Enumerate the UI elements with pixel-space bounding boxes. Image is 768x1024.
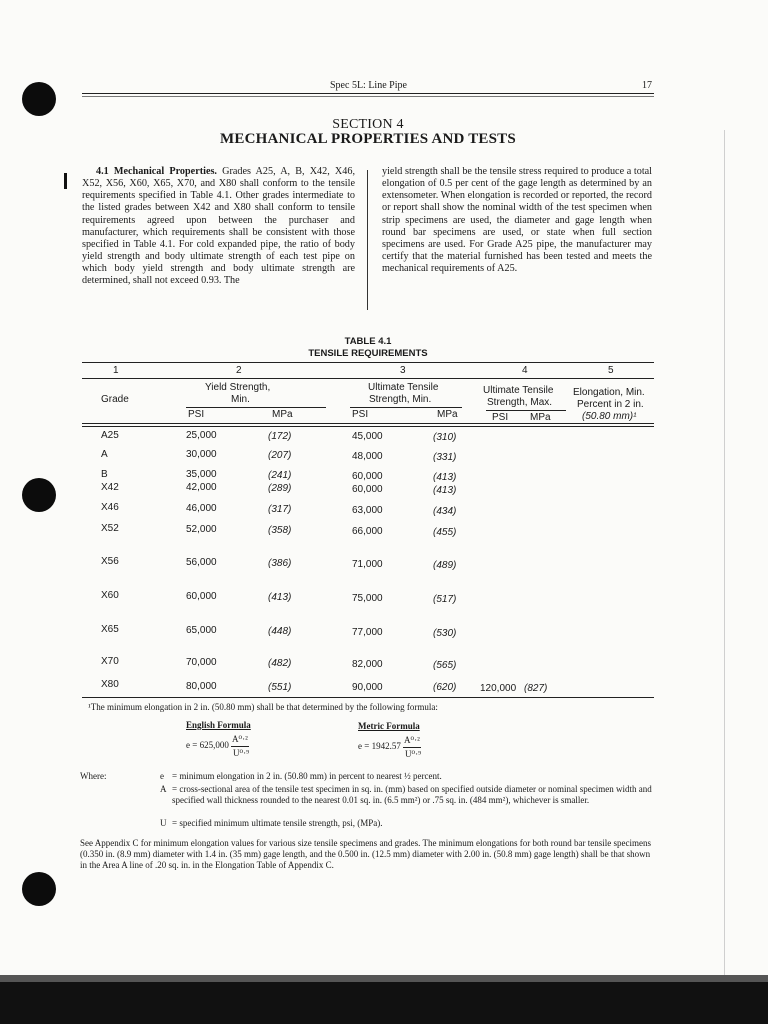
cell-grade: X46 — [101, 502, 119, 513]
header-yield-line2: Min. — [231, 394, 250, 405]
header-yield-line1: Yield Strength, — [205, 382, 271, 393]
english-formula-denominator: U⁰·⁹ — [233, 748, 250, 758]
header-grade: Grade — [101, 394, 129, 405]
cell-uts-mpa: (331) — [433, 452, 457, 463]
cell-uts-max-psi: 120,000 — [480, 683, 517, 694]
yield-subheader-rule — [186, 407, 326, 408]
cell-grade: X70 — [101, 656, 119, 667]
cell-uts-psi: 60,000 — [352, 484, 383, 495]
section-title: MECHANICAL PROPERTIES AND TESTS — [220, 131, 516, 147]
cell-yield-psi: 25,000 — [186, 430, 217, 441]
cell-uts-psi: 75,000 — [352, 593, 383, 604]
metric-formula-label: Metric Formula — [358, 721, 420, 731]
paragraph-text-left: Grades A25, A, B, X42, X46, X52, X56, X60, X65, X70, and X80 shall conform to the tensile requirements specified in Table 4.1. Other grades intermediate to the listed grades between X42 and X80 shall conform to tensile requirements agreed upon between the purchaser and manufacturer, which requirements shall be consistent with those specified in Table 4.1. For cold expanded pipe, the ratio of body yield strength and body ultimate strength of each test pipe on which body yield strength and body ultimate strength are determined, shall not exceed 0.93. The — [82, 166, 356, 287]
column-number-4: 4 — [522, 365, 528, 376]
cell-uts-mpa: (565) — [433, 660, 457, 671]
cell-yield-psi: 70,000 — [186, 657, 217, 668]
cell-yield-psi: 60,000 — [186, 591, 217, 602]
section-heading — [82, 117, 654, 147]
definition-symbol-u: U — [160, 818, 167, 828]
header-uts-line2: Strength, Min. — [369, 394, 432, 405]
cell-yield-psi: 56,000 — [186, 557, 217, 568]
definition-symbol-e: e — [160, 771, 164, 781]
header-rule — [82, 93, 654, 94]
cell-uts-psi: 45,000 — [352, 431, 383, 442]
cell-uts-psi: 90,000 — [352, 682, 383, 693]
cell-grade: X80 — [101, 679, 119, 690]
header-rule-thin — [82, 96, 654, 97]
table-caption-number: TABLE 4.1 — [344, 336, 392, 347]
cell-grade: A25 — [101, 430, 119, 441]
cell-yield-psi: 52,000 — [186, 524, 217, 535]
cell-uts-psi: 77,000 — [352, 627, 383, 638]
metric-formula-lhs: e = 1942.57 — [358, 741, 401, 751]
uts-max-subheader-rule — [486, 410, 566, 411]
header-uts-max-line2: Strength, Max. — [487, 397, 553, 408]
cell-yield-mpa: (482) — [268, 658, 292, 669]
header-yield-psi: PSI — [188, 409, 205, 420]
header-bottom-rule — [82, 423, 654, 424]
cell-yield-mpa: (317) — [268, 504, 292, 515]
header-uts-mpa: MPa — [437, 409, 458, 420]
cell-uts-psi: 48,000 — [352, 451, 383, 462]
metric-formula-denominator: U⁰·⁹ — [405, 749, 422, 759]
header-title: Spec 5L: Line Pipe — [330, 80, 407, 91]
metric-formula-numerator: A⁰·² — [404, 735, 420, 745]
paragraph-heading: 4.1 Mechanical Properties. — [96, 166, 217, 177]
cell-uts-max-mpa: (827) — [524, 683, 548, 694]
body-column-left — [82, 166, 355, 288]
cell-uts-mpa: (455) — [433, 527, 457, 538]
english-formula-label: English Formula — [186, 720, 251, 730]
punch-hole-bottom — [22, 872, 56, 906]
english-formula-fraction-bar — [231, 746, 249, 747]
cell-yield-mpa: (241) — [268, 470, 292, 481]
table-caption-title: TENSILE REQUIREMENTS — [308, 348, 428, 359]
english-formula-lhs: e = 625,000 — [186, 740, 229, 750]
cell-uts-mpa: (434) — [433, 506, 457, 517]
cell-uts-mpa: (489) — [433, 560, 457, 571]
column-number-1: 1 — [113, 365, 119, 376]
cell-yield-mpa: (172) — [268, 431, 292, 442]
cell-uts-psi: 63,000 — [352, 505, 383, 516]
punch-hole-middle — [22, 478, 56, 512]
cell-uts-mpa: (517) — [433, 594, 457, 605]
footnote-intro: ¹The minimum elongation in 2 in. (50.80 mm) shall be that determined by the following formula: — [88, 702, 438, 712]
cell-yield-mpa: (358) — [268, 525, 292, 536]
page-number: 17 — [642, 80, 652, 91]
definition-text-a: = cross-sectional area of the tensile test specimen in sq. in. (mm) based on specified outside diameter or nominal specimen width and specified wall thickness rounded to the nearest 0.01 sq. in. (6.5 mm²) or .75 sq. in. (484 mm²), whichever is smaller. — [172, 784, 652, 805]
header-elongation-line1: Elongation, Min. — [573, 387, 645, 398]
metric-formula-fraction-bar — [403, 747, 421, 748]
uts-subheader-rule — [350, 407, 462, 408]
paragraph-text-right: yield strength shall be the tensile stress required to produce a total elongation of 0.5 per cent of the gage length as determined by an extensometer. When elongation is recorded or reported, the record or report shall show the nominal width of the test specimen when strip specimens are used, the diameter and gage length when round bar specimens are used, or state when full section specimens are used. For Grade A25 pipe, the manufacturer may certify that the material furnished has been tested and meets the mechanical requirements of A25. — [382, 166, 652, 275]
cell-uts-psi: 82,000 — [352, 659, 383, 670]
definition-symbol-a: A — [160, 784, 167, 794]
cell-yield-mpa: (207) — [268, 450, 292, 461]
cell-yield-psi: 30,000 — [186, 449, 217, 460]
cell-grade: X60 — [101, 590, 119, 601]
cell-yield-psi: 46,000 — [186, 503, 217, 514]
punch-hole-top — [22, 82, 56, 116]
section-number: SECTION 4 — [332, 117, 404, 132]
column-number-2: 2 — [236, 365, 242, 376]
cell-uts-mpa: (530) — [433, 628, 457, 639]
header-elongation-line3: (50.80 mm)¹ — [582, 411, 637, 422]
cell-uts-mpa: (413) — [433, 472, 457, 483]
column-number-3: 3 — [400, 365, 406, 376]
definition-text-e: = minimum elongation in 2 in. (50.80 mm) in percent to nearest ½ percent. — [172, 771, 442, 781]
definition-text-u: = specified minimum ultimate tensile strength, psi, (MPa). — [172, 818, 383, 828]
english-formula-numerator: A⁰·² — [232, 734, 248, 744]
header-uts-line1: Ultimate Tensile — [368, 382, 439, 393]
cell-uts-psi: 66,000 — [352, 526, 383, 537]
cell-uts-psi: 71,000 — [352, 559, 383, 570]
cell-yield-mpa: (551) — [268, 682, 292, 693]
cell-yield-psi: 65,000 — [186, 625, 217, 636]
column-number-rule — [82, 378, 654, 379]
header-bottom-rule-2 — [82, 426, 654, 427]
cell-yield-mpa: (448) — [268, 626, 292, 637]
cell-grade: A — [101, 449, 108, 460]
header-uts-psi: PSI — [352, 409, 369, 420]
column-divider — [367, 170, 368, 310]
scan-edge-line — [724, 130, 725, 980]
header-uts-max-psi: PSI — [492, 412, 509, 423]
body-column-right — [382, 166, 652, 275]
cell-grade: X52 — [101, 523, 119, 534]
cell-yield-psi: 42,000 — [186, 482, 217, 493]
appendix-note: See Appendix C for minimum elongation values for various size tensile specimens and grades. The minimum elongations for both round bar tensile specimens (0.350 in. (8.9 mm) diameter with 1.4 in. (35 mm) gage length, and the 0.500 in. (12.5 mm) diameter with 2.00 in. (50.8 mm) gage length) shall be that shown in the Area A line of .20 sq. in. in the Elongation Table of Appendix C. — [80, 838, 651, 870]
cell-uts-mpa: (620) — [433, 682, 457, 693]
column-number-5: 5 — [608, 365, 614, 376]
table-top-rule — [82, 362, 654, 363]
cell-grade: X42 — [101, 482, 119, 493]
header-uts-max-line1: Ultimate Tensile — [483, 385, 554, 396]
scan-bottom-edge — [0, 982, 768, 1024]
cell-yield-mpa: (386) — [268, 558, 292, 569]
cell-uts-mpa: (310) — [433, 432, 457, 443]
cell-uts-mpa: (413) — [433, 485, 457, 496]
change-bar — [64, 173, 67, 189]
cell-grade: B — [101, 469, 108, 480]
cell-yield-mpa: (413) — [268, 592, 292, 603]
cell-grade: X56 — [101, 556, 119, 567]
cell-yield-mpa: (289) — [268, 483, 292, 494]
cell-yield-psi: 80,000 — [186, 681, 217, 692]
cell-yield-psi: 35,000 — [186, 469, 217, 480]
where-label: Where: — [80, 771, 107, 781]
cell-grade: X65 — [101, 624, 119, 635]
header-yield-mpa: MPa — [272, 409, 293, 420]
cell-uts-psi: 60,000 — [352, 471, 383, 482]
header-elongation-line2: Percent in 2 in. — [577, 399, 644, 410]
table-bottom-rule — [82, 697, 654, 698]
header-uts-max-mpa: MPa — [530, 412, 551, 423]
